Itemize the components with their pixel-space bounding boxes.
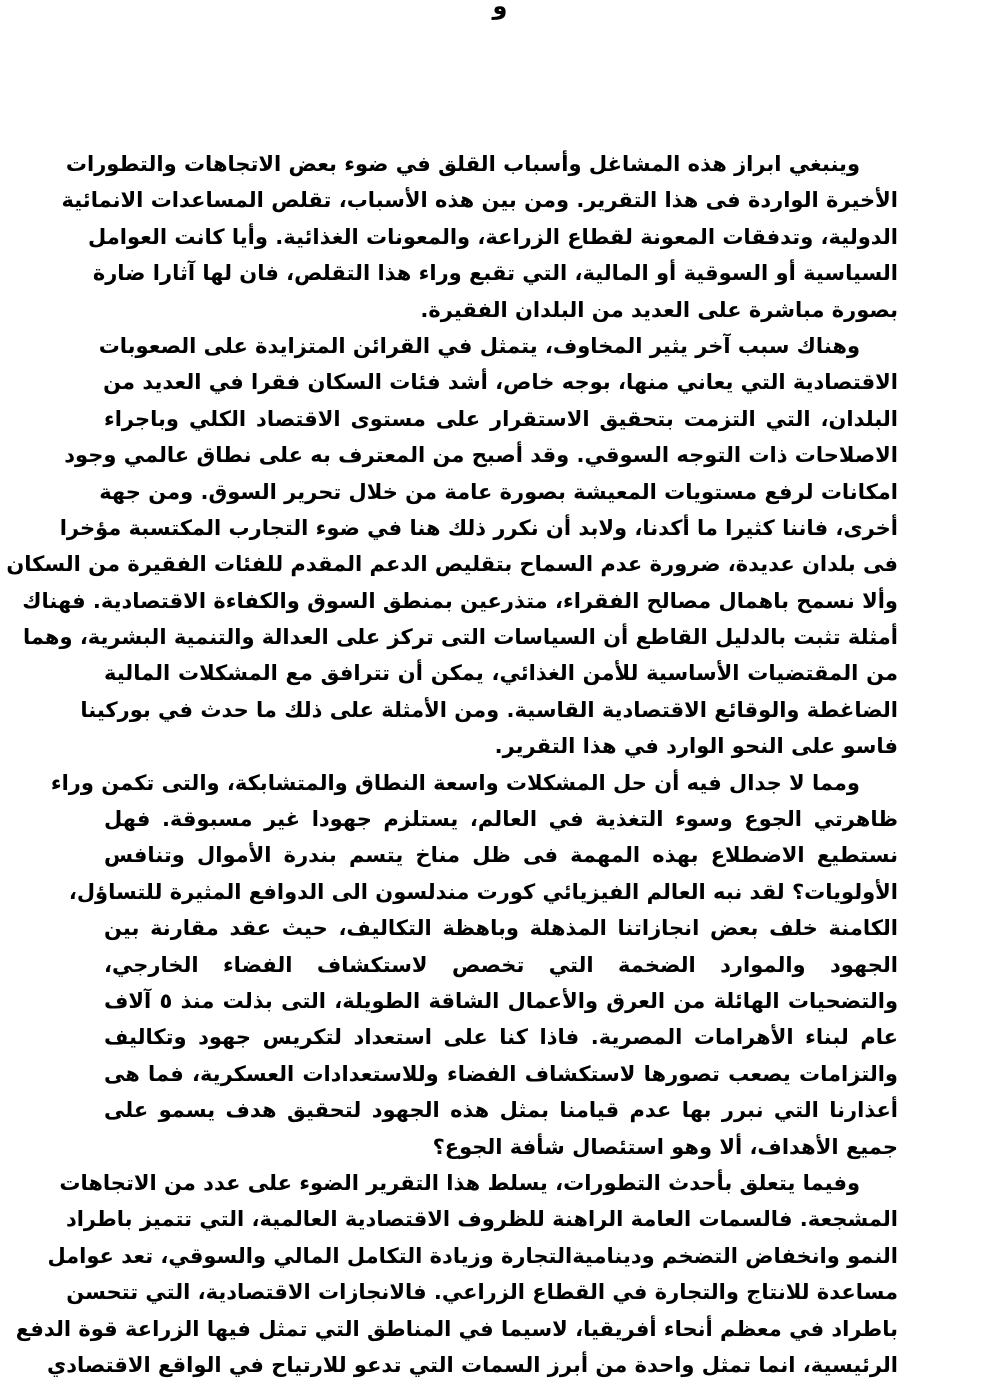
paragraph-1 [61,146,898,328]
text-line: الأولويات؟ لقد نبه العالم الفيزيائي كورت مندلسون الى الدوافع المثيرة للتساؤل، [68,879,898,904]
text-line: عام لبناء الأهرامات المصرية. فاذا كنا على استعداد لتكريس جهود وتكاليف [104,1025,898,1050]
text-line: الأخيرة الواردة فى هذا التقرير. ومن بين هذه الأسباب، تقلص المساعدات الانمائية [61,188,898,213]
text-line: السياسية أو السوقية أو المالية، التي تقبع وراء هذا التقلص، فان لها آثارا ضارة [92,261,898,286]
text-line: أخرى، فاننا كثيرا ما أكدنا، ولابد أن نكرر ذلك هنا في ضوء التجارب المكتسبة مؤخرا [59,515,898,540]
text-line: فاسو على النحو الوارد في هذا التقرير. [494,734,898,759]
text-line: أمثلة تثبت بالدليل القاطع أن السياسات التى تركز على العدالة والتنمية البشرية، وهما [22,625,898,650]
text-line: الاصلاحات ذات التوجه السوقي. وقد أصبح من المعترف به على نطاق عالمي وجود [64,443,898,468]
text-line: وفيما يتعلق بأحدث التطورات، يسلط هذا التقرير الضوء على عدد من الاتجاهات [59,1170,860,1195]
text-line: النمو وانخفاض التضخم وديناميةالتجارة وزيادة التكامل المالي والسوقي، تعد عوامل [47,1243,898,1268]
paragraph-3 [50,765,898,1165]
text-line: بصورة مباشرة على العديد من البلدان الفقيرة. [420,297,898,322]
text-line: ظاهرتي الجوع وسوء التغذية في العالم، يستلزم جهودا غير مسبوقة. فهل [104,807,898,832]
text-line: ومما لا جدال فيه أن حل المشكلات واسعة النطاق والمتشابكة، والتى تكمن وراء [50,770,860,795]
text-line: باطراد في معظم أنحاء أفريقيا، لاسيما في المناطق التي تمثل فيها الزراعة قوة الدفع [15,1316,898,1341]
page-number: و [492,0,508,20]
document-body [6,146,898,1383]
text-line: والتضحيات الهائلة من العرق والأعمال الشاقة الطويلة، التى بذلت منذ ٥ آلاف [104,988,898,1013]
text-line: جميع الأهداف، ألا وهو استئصال شأفة الجوع؟ [432,1134,898,1159]
text-line: المشجعة. فالسمات العامة الراهنة للظروف الاقتصادية العالمية، التي تتميز باطراد [65,1207,898,1232]
text-line: الدولية، وتدفقات المعونة لقطاع الزراعة، والمعونات الغذائية. وأيا كانت العوامل [88,224,898,249]
text-line: الكامنة خلف بعض انجازاتنا المذهلة وباهظة التكاليف، حيث عقد مقارنة بين [104,916,898,941]
text-line: الجهود والموارد الضخمة التي تخصص لاستكشاف الفضاء الخارجي، [104,952,898,977]
text-line: وألا نسمح باهمال مصالح الفقراء، متذرعين بمنطق السوق والكفاءة الاقتصادية. فهناك [22,588,898,613]
text-line: البلدان، التي التزمت بتحقيق الاستقرار على مستوى الاقتصاد الكلي وباجراء [104,406,898,431]
text-line: نستطيع الاضطلاع بهذه المهمة فى ظل مناخ يتسم بندرة الأموال وتنافس [104,843,898,868]
text-line: وينبغي ابراز هذه المشاغل وأسباب القلق في ضوء بعض الاتجاهات والتطورات [65,152,860,176]
text-line: مساعدة للانتاج والتجارة في القطاع الزراعي. فالانجازات الاقتصادية، التي تتحسن [66,1280,898,1305]
text-line: وهناك سبب آخر يثير المخاوف، يتمثل في القرائن المتزايدة على الصعوبات [98,333,860,358]
text-line: فى بلدان عديدة، ضرورة عدم السماح بتقليص الدعم المقدم للفئات الفقيرة من السكان [6,552,898,577]
text-line: من المقتضيات الأساسية للأمن الغذائي، يمكن أن تترافق مع المشكلات المالية [104,661,898,686]
paragraph-4 [15,1165,898,1383]
text-line: الاقتصادية التي يعاني منها، بوجه خاص، أشد فئات السكان فقرا في العديد من [103,370,898,395]
text-line: أعذارنا التي نبرر بها عدم قيامنا بمثل هذه الجهود لتحقيق هدف يسمو على [104,1098,898,1123]
text-line: امكانات لرفع مستويات المعيشة بصورة عامة من خلال تحرير السوق. ومن جهة [99,479,898,504]
paragraph-2 [6,328,898,765]
text-line: الضاغطة والوقائع الاقتصادية القاسية. ومن الأمثلة على ذلك ما حدث في بوركينا [80,697,898,722]
text-line: والتزامات يصعب تصورها لاستكشاف الفضاء وللاستعدادات العسكرية، فما هى [104,1061,898,1086]
text-line: الرئيسية، انما تمثل واحدة من أبرز السمات التي تدعو للارتياح في الواقع الاقتصادي [46,1352,898,1377]
